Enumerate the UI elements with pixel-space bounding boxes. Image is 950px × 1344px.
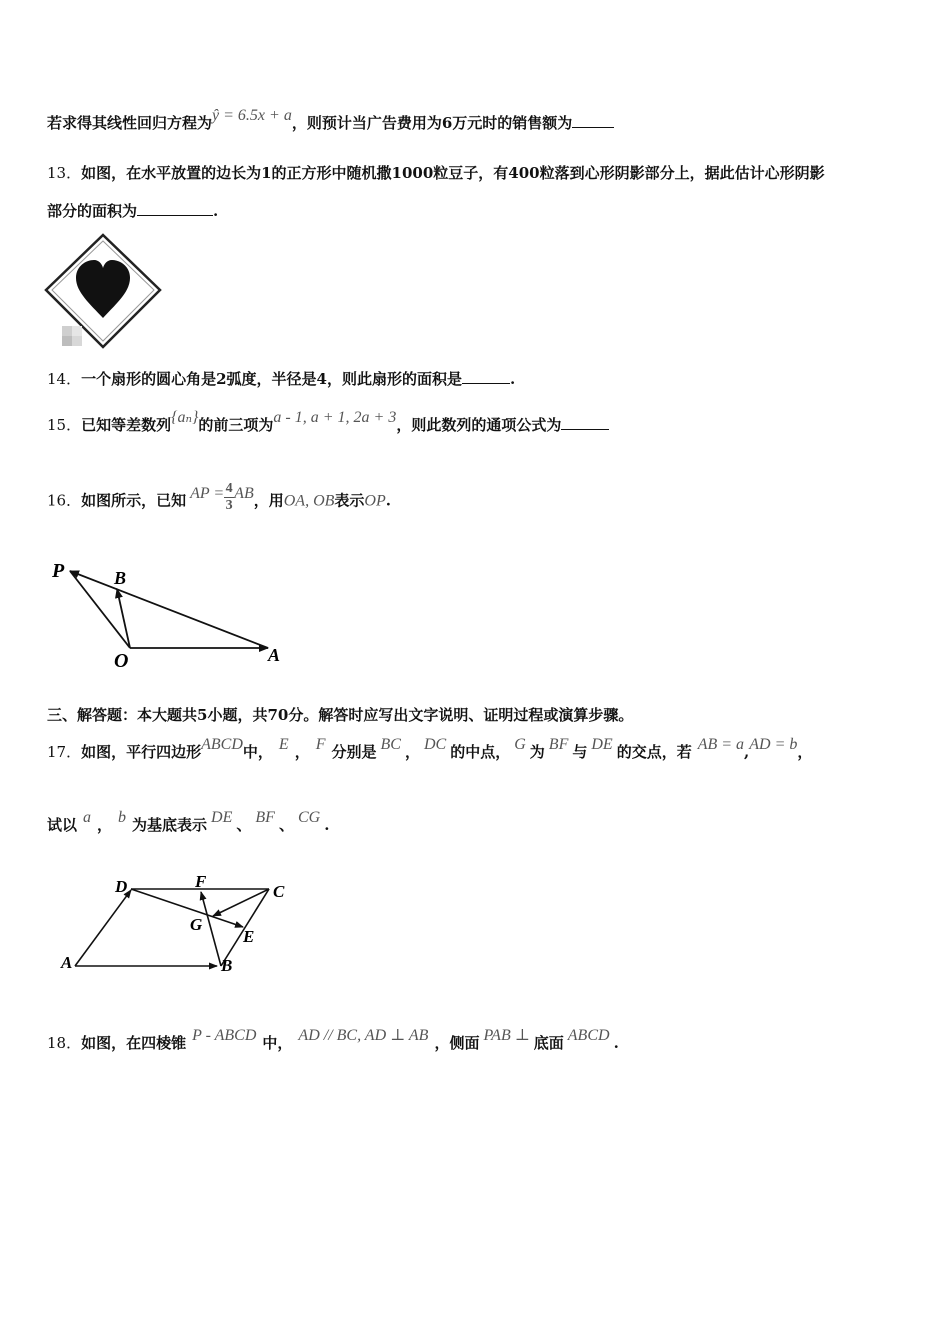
q16-line [47,481,391,517]
q13-line2-suffix: . [213,202,219,220]
q17-b: b [118,809,127,826]
q17-text-4: 分别是 [331,743,377,761]
q16-suffix: . [385,491,391,510]
q16-ap: AP = [190,484,225,502]
q17-dc: DC [423,736,447,753]
q17-text-10: ， [797,743,813,761]
label-F: F [195,872,207,891]
q17-number: 17． [47,743,82,761]
q14-line [47,368,515,389]
q12-suffix: ，则预计当广告费用为6万元时的销售额为 [291,114,573,132]
q17-text-1: 如图，平行四边形 [81,743,202,761]
q18-pyramid: P - ABCD [192,1027,257,1044]
q18-text-3: ，侧面 [434,1034,480,1052]
q17-ab-eq: AB = a [697,736,745,753]
q18-number: 18． [47,1034,82,1052]
q12-prefix: 若求得其线性回归方程为 [47,114,213,132]
fraction-numerator: 4 [225,481,233,496]
label-O: O [114,650,129,672]
q15-suffix: ，则此数列的通项公式为 [396,416,562,434]
q17-de: DE [591,736,613,753]
q18-text-4: 底面 [533,1034,564,1052]
q17-text-9: 的交点，若 [616,743,692,761]
q17-abcd: ABCD [201,736,243,753]
q17-line2-text-1: 试以 [47,816,78,834]
q13-line1 [47,162,825,183]
q18-text-2: 中， [262,1034,293,1052]
q16-ab: AB [234,484,254,502]
q17-line2-text-2: ， [97,816,113,834]
q18-end: . [613,1034,619,1052]
q16-fraction [224,482,234,513]
q13-line2-prefix: 部分的面积为 [47,202,138,220]
q17-ad-eq: AD = b [749,736,798,753]
q13-text: 如图，在水平放置的边长为1的正方形中随机撒1000粒豆子，有400粒落到心形阴影部分上，据此估计心形阴影 [81,164,825,182]
q16-mid: ，用 [253,491,284,510]
q17-comma: , [744,743,750,761]
answer-blank [572,113,614,128]
q18-line [47,1027,619,1053]
q17-line2 [47,809,330,835]
q17-text-2: 中， [242,743,273,761]
q15-number: 15． [47,416,82,434]
label-D: D [115,877,128,896]
label-B: B [221,956,233,975]
q17-vector-cg: CG [297,809,321,826]
q17-text-8: 与 [572,743,588,761]
q12-line [47,107,614,133]
q17-vector-bf: BF [255,809,275,826]
q14-suffix: . [509,370,516,388]
label-A: A [268,645,281,665]
q17-line1 [47,736,813,762]
q17-bf: BF [548,736,569,753]
q16-prefix: 如图所示，已知 [81,491,187,510]
q13-number: 13． [47,164,82,182]
q15-prefix: 已知等差数列 [81,416,172,434]
q18-pab: PAB ⊥ [483,1027,530,1044]
q17-bc: BC [380,736,401,753]
q17-text-5: ， [404,743,420,761]
q15-line [47,409,609,435]
q17-a: a [83,809,92,826]
label-A: A [61,953,73,972]
label-P: P [52,560,65,582]
label-E: E [243,927,255,946]
q15-terms: a - 1, a + 1, 2a + 3 [273,409,397,426]
heart-figure [44,232,164,352]
answer-blank [137,201,213,216]
q17-vector-de: DE [211,809,233,826]
q18-text-1: 如图，在四棱锥 [81,1034,187,1052]
q17-text-6: 的中点， [450,743,511,761]
vector-figure-q16 [40,555,300,675]
section-heading: 三、解答题：本大题共5小题，共70分。解答时应写出文字说明、证明过程或演算步骤。 [47,706,634,724]
q17-text-3: ， [294,743,310,761]
q15-mid: 的前三项为 [198,416,274,434]
parallelogram-figure-q17 [55,870,305,980]
label-G: G [190,915,203,934]
q17-g: G [514,736,526,753]
q16-number: 16． [47,491,82,510]
q12-formula: ŷ = 6.5x + a [212,107,292,124]
q17-line2-text-3: 为基底表示 [132,816,208,834]
label-B: B [114,568,127,588]
q13-line2 [47,200,218,221]
q16-oaob: OA, OB [283,492,335,510]
q17-sep-2: 、 [278,816,294,834]
q17-sep-1: 、 [236,816,252,834]
answer-blank [561,415,609,430]
q18-condition: AD // BC, AD ⊥ AB [298,1027,429,1044]
q17-text-7: 为 [529,743,545,761]
q16-mid2: 表示 [334,491,365,510]
q17-line2-end: . [324,816,330,834]
q18-abcd: ABCD [567,1027,610,1044]
q14-number: 14． [47,370,82,388]
q16-op: OP [364,492,386,510]
q14-text: 一个扇形的圆心角是2弧度，半径是4，则此扇形的面积是 [81,370,462,388]
q17-f: F [315,736,326,753]
q17-e: E [278,736,289,753]
answer-blank [462,369,510,384]
fraction-denominator: 3 [225,498,233,513]
q15-sequence: {aₙ} [171,409,199,426]
label-C: C [273,882,285,901]
